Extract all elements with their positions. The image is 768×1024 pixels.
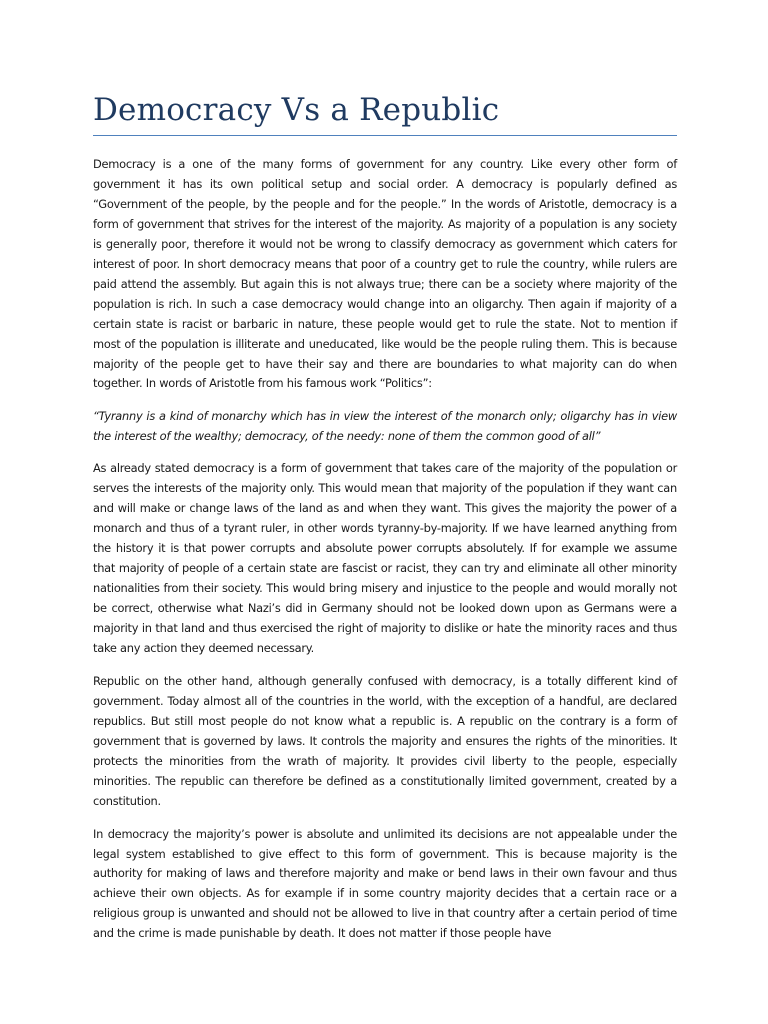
document-title: Democracy Vs a Republic — [93, 92, 500, 128]
document-body — [93, 155, 677, 957]
paragraph-democracy-definition: Democracy is a one of the many forms of government for any country. Like every other form of government it has its own political setup and social order. A democracy is popularly defined as “Government of the people, by the people and for the people.” In the words of Aristotle, democracy is a form of government that strives for the interest of the majority. As majority of a population is any society is generally poor, therefore it would not be wrong to classify democracy as government which caters for interest of poor. In short democracy means that poor of a country get to rule the country, while rulers are paid attend the assembly. But again this is not always true; there can be a society where majority of the population is rich. In such a case democracy would change into an oligarchy. Then again if majority of a certain state is racist or barbaric in nature, these people would get to rule the state. Not to mention if most of the population is illiterate and uneducated, like would be the people ruling them. This is because majority of the people get to have their say and there are boundaries to what majority can do when together. In words of Aristotle from his famous work “Politics”: — [93, 157, 677, 391]
paragraph-majority-power: In democracy the majority’s power is absolute and unlimited its decisions are not appealable under the legal system established to give effect to this form of government. This is because majority is the authority for making of laws and therefore majority and make or bend laws in their own favour and thus achieve their own objects. As for example if in some country majority decides that a certain race or a religious group is unwanted and should not be allowed to live in that country after a certain period of time and the crime is made punishable by death. It does not matter if those people have — [93, 826, 677, 941]
paragraph-republic-definition: Republic on the other hand, although generally confused with democracy, is a totally different kind of government. Today almost all of the countries in the world, with the exception of a handful, are declared republics. But still most people do not know what a republic is. A republic on the contrary is a form of government that is governed by laws. It controls the majority and ensures the rights of the minorities. It protects the minorities from the wrath of majority. It provides civil liberty to the people, especially minorities. The republic can therefore be defined as a constitutionally limited government, created by a constitution. — [93, 673, 677, 808]
paragraph-tyranny-by-majority: As already stated democracy is a form of government that takes care of the majority of the population or serves the interests of the majority only. This would mean that majority of the population if they want can and will make or change laws of the land as and when they want. This gives the majority the power of a monarch and thus of a tyrant ruler, in other words tyranny-by-majority. If we have learned anything from the history it is that power corrupts and absolute power corrupts absolutely. If for example we assume that majority of people of a certain state are fascist or racist, they can try and eliminate all other minority nationalities from their society. This would bring misery and injustice to the people and would morally not be correct, otherwise what Nazi’s did in Germany should not be looked down upon as Germans were a majority in that land and thus exercised the right of majority to dislike or hate the minority races and thus take any action they deemed necessary. — [93, 461, 677, 655]
aristotle-quote: “Tyranny is a kind of monarchy which has in view the interest of the monarch only; oligarchy has in view the interest of the wealthy; democracy, of the needy: none of them the common good of all” — [93, 409, 677, 444]
title-underline — [93, 135, 677, 136]
